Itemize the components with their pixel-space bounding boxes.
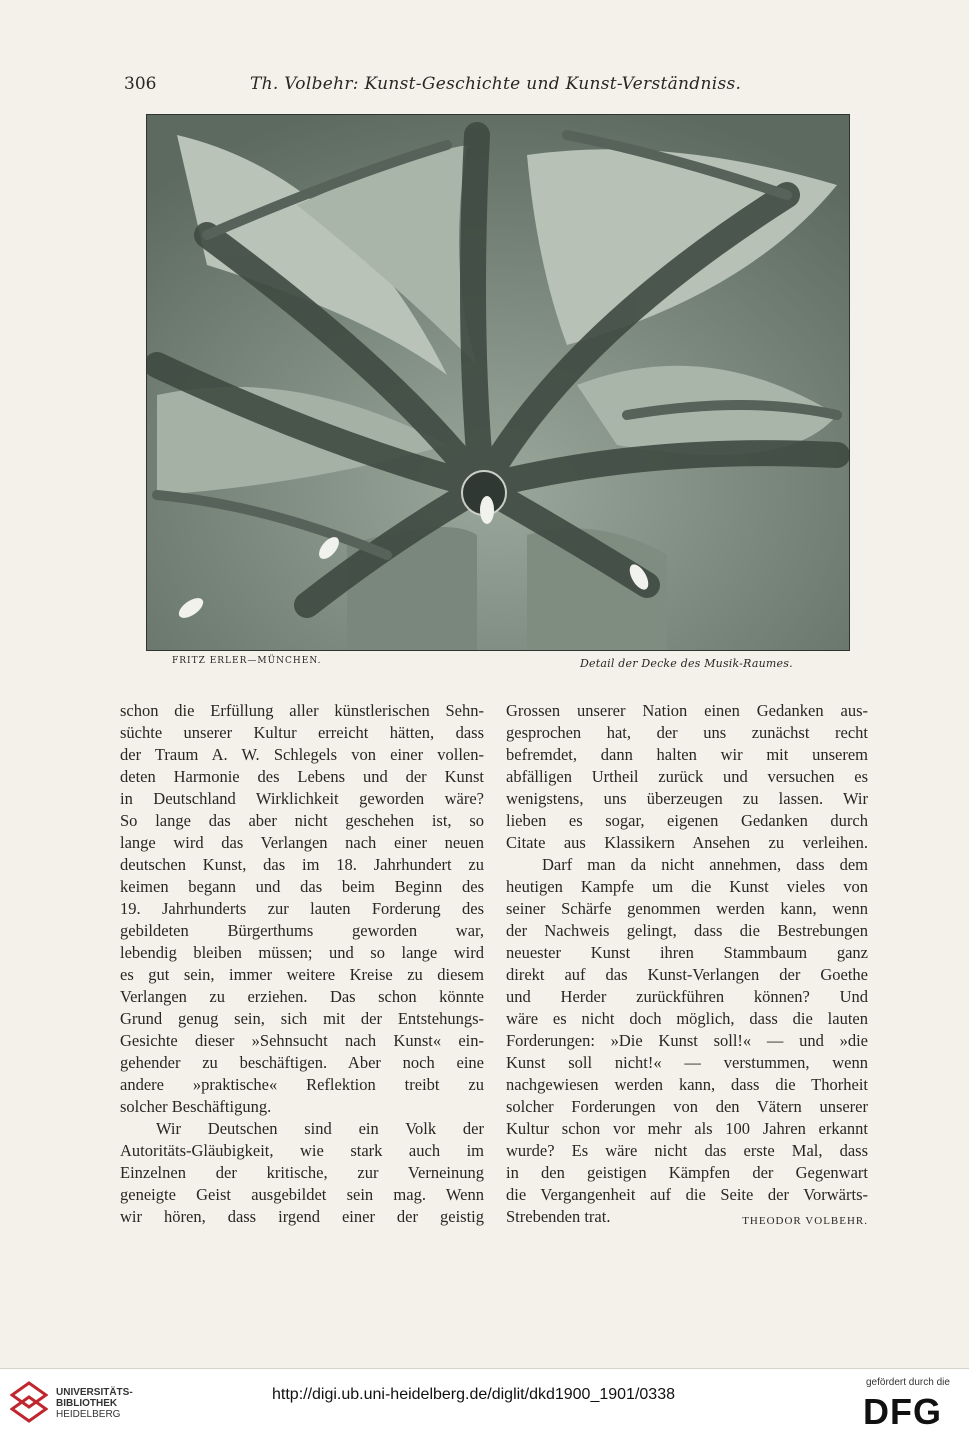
text-line: lieben es sogar, eigenen Gedanken durch <box>506 811 868 830</box>
text-line: der Traum A. W. Schlegels von einer vollen- <box>120 745 484 764</box>
text-line: und Herder zurückführen können? Und <box>506 987 868 1006</box>
text-line: befremdet, dann halten wir mit unserem <box>506 745 868 764</box>
text-line: die Vergangenheit auf die Seite der Vorwärts- <box>506 1185 868 1204</box>
text-line: Einzelnen der kritische, zur Verneinung <box>120 1163 484 1182</box>
text-line: solcher Forderungen von den Vätern unserer <box>506 1097 868 1116</box>
text-line: gehender zu beschäftigen. Aber noch eine <box>120 1053 484 1072</box>
text-line: in Deutschland Wirklichkeit geworden wäre? <box>120 789 484 808</box>
text-line: andere »praktische« Reflektion treibt zu <box>120 1075 484 1094</box>
text-line: gesprochen hat, der uns zunächst recht <box>506 723 868 742</box>
running-title: Th. Volbehr: Kunst-Geschichte und Kunst-Verständniss. <box>250 74 742 94</box>
permalink-url[interactable]: http://digi.ub.uni-heidelberg.de/diglit/dkd1900_1901/0338 <box>272 1386 675 1403</box>
text-line: neuester Kunst ihren Stammbaum ganz <box>506 943 868 962</box>
text-line: Gesichte dieser »Sehnsucht nach Kunst« ein- <box>120 1031 484 1050</box>
text-line: nachgewiesen werden kann, dass die Thorheit <box>506 1075 868 1094</box>
text-line: direkt auf das Kunst-Verlangen der Goethe <box>506 965 868 984</box>
library-line: UNIVERSITÄTS- <box>56 1387 133 1398</box>
digitization-footer <box>0 1369 969 1437</box>
text-line: Autoritäts-Gläubigkeit, wie stark auch im <box>120 1141 484 1160</box>
text-line: Kunst soll nicht!« — verstummen, wenn <box>506 1053 868 1072</box>
text-line: wir hören, dass irgend einer der geistig <box>120 1207 484 1226</box>
figure-credit: FRITZ ERLER—MÜNCHEN. <box>172 656 322 666</box>
page-number: 306 <box>124 74 157 94</box>
text-line: Wir Deutschen sind ein Volk der <box>156 1119 484 1138</box>
text-line: lange wird das Verlangen nach einer neuen <box>120 833 484 852</box>
funding-note: gefördert durch die <box>866 1377 950 1388</box>
text-line: lebendig bleiben müssen; und so lange wird <box>120 943 484 962</box>
text-line: in den geistigen Kämpfen der Gegenwart <box>506 1163 868 1182</box>
text-line: es gut sein, immer weitere Kreise zu diesem <box>120 965 484 984</box>
text-line: keimen begann und das beim Beginn des <box>120 877 484 896</box>
text-column-left <box>120 700 484 1228</box>
text-line: schon die Erfüllung aller künstlerischen Sehn- <box>120 701 484 720</box>
closing-text: Strebenden trat. <box>506 1207 611 1226</box>
text-line: Kultur schon vor mehr als 100 Jahren erkannt <box>506 1119 868 1138</box>
text-line: der Nachweis gelingt, dass die Bestrebungen <box>506 921 868 940</box>
text-line: Grund genug sein, sich mit der Entstehungs- <box>120 1009 484 1028</box>
text-line: So lange das aber nicht geschehen ist, so <box>120 811 484 830</box>
text-line: abfälligen Urtheil zurück und versuchen es <box>506 767 868 786</box>
text-line: Grossen unserer Nation einen Gedanken aus- <box>506 701 868 720</box>
text-line: wurde? Es wäre nicht das erste Mal, dass <box>506 1141 868 1160</box>
text-line: Darf man da nicht annehmen, dass dem <box>542 855 868 874</box>
text-line: süchte unserer Kultur erreicht hätten, dass <box>120 723 484 742</box>
text-line: heutigen Kampfe um die Kunst vieles von <box>506 877 868 896</box>
text-line: deutschen Kunst, das im 18. Jahrhundert zu <box>120 855 484 874</box>
text-line: gebildeten Bürgerthums geworden war, <box>120 921 484 940</box>
text-line: Forderungen: »Die Kunst soll!« — und »die <box>506 1031 868 1050</box>
text-line: solcher Beschäftigung. <box>120 1097 272 1116</box>
library-line: HEIDELBERG <box>56 1409 121 1420</box>
ceiling-photograph <box>146 114 850 651</box>
library-logo-icon <box>10 1381 48 1425</box>
text-column-right <box>506 700 868 1228</box>
author-signature: THEODOR VOLBEHR. <box>742 1215 868 1227</box>
figure-caption: Detail der Decke des Musik-Raumes. <box>580 657 793 670</box>
library-line: BIBLIOTHEK <box>56 1398 118 1409</box>
text-line: Verlangen zu erziehen. Das schon könnte <box>120 987 484 1006</box>
text-line: seiner Schärfe genommen werden kann, wenn <box>506 899 868 918</box>
library-name <box>56 1387 133 1420</box>
text-line: geneigte Geist ausgebildet sein mag. Wenn <box>120 1185 484 1204</box>
text-line: deten Harmonie des Lebens und der Kunst <box>120 767 484 786</box>
closing-line <box>506 1206 868 1228</box>
text-line: wäre es nicht doch möglich, dass die lauten <box>506 1009 868 1028</box>
text-line: 19. Jahrhunderts zur lauten Forderung des <box>120 899 484 918</box>
dfg-logo: DFG <box>863 1391 942 1432</box>
text-line: wenigstens, uns überzeugen zu lassen. Wir <box>506 789 868 808</box>
text-line: Citate aus Klassikern Ansehen zu verleihen. <box>506 833 868 852</box>
